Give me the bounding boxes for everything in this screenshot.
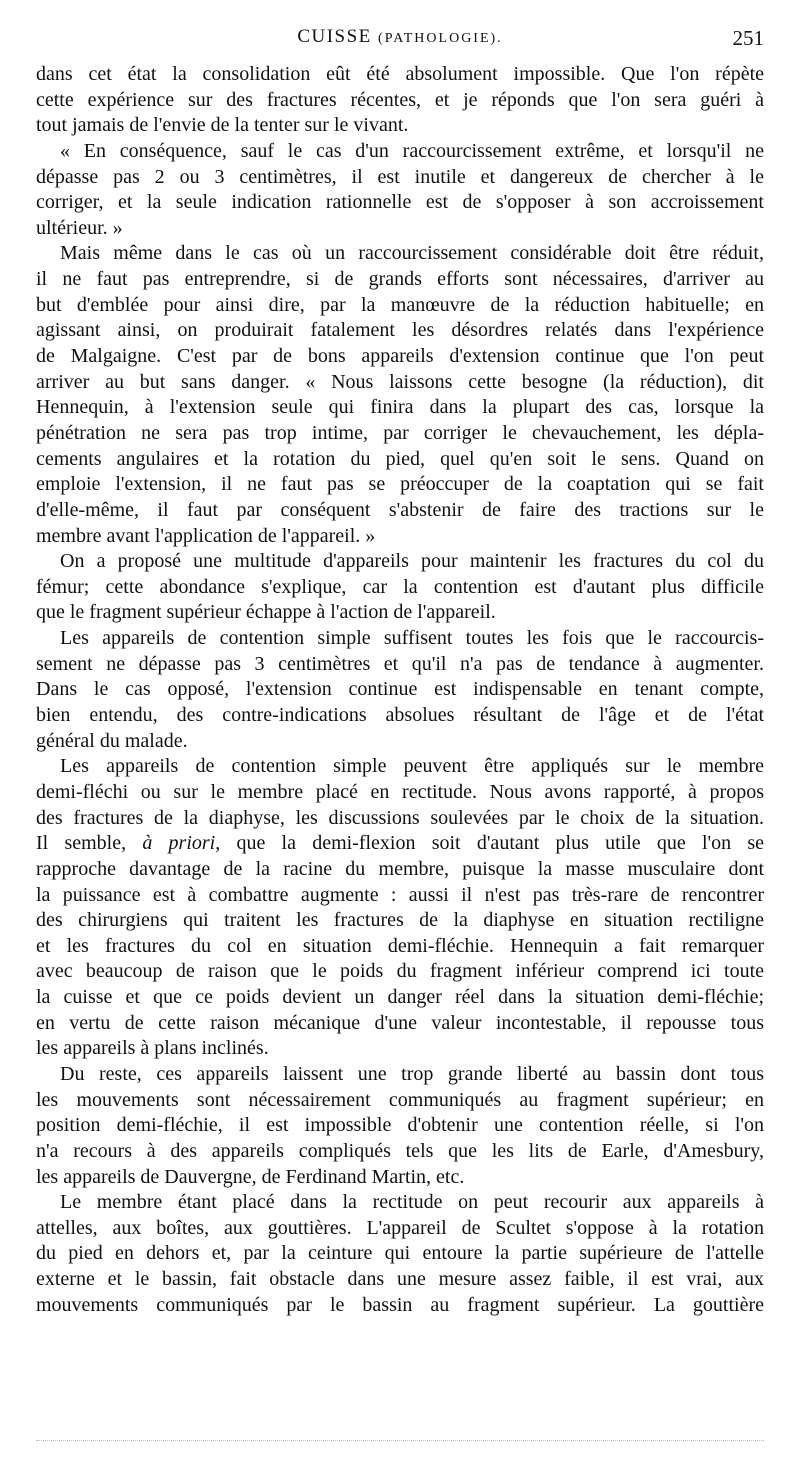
text-line: cements angulaires et la rotation du pied, quel qu'en soit le sens. Quand on bbox=[36, 447, 764, 470]
text-line: position demi-fléchie, il est impossible d'obtenir une contention réelle, si l'on bbox=[36, 1114, 764, 1137]
text-line: agissant ainsi, on produirait fatalement les désordres relatés dans l'expérience bbox=[36, 319, 764, 342]
text-line: que le fragment supérieur échappe à l'action de l'appareil. bbox=[36, 601, 496, 624]
text-line: emploie l'extension, il ne faut pas se préoccuper de la coaptation qui se fait bbox=[36, 473, 764, 496]
text-line: d'elle-même, il faut par conséquent s'abstenir de faire des tractions sur le bbox=[36, 498, 764, 521]
text-line: arriver au but sans danger. « Nous laissons cette besogne (la réduction), dit bbox=[36, 370, 764, 393]
text-line: avec beaucoup de raison que le poids du fragment inférieur comprend ici toute bbox=[36, 960, 764, 983]
text-line: du pied en dehors et, par la ceinture qui entoure la partie supérieure de l'attelle bbox=[36, 1242, 764, 1265]
text-line: mouvements communiqués par le bassin au fragment supérieur. La gouttière bbox=[36, 1293, 764, 1316]
page-number: 251 bbox=[732, 26, 764, 50]
text-line: Mais même dans le cas où un raccourcissement considérable doit être réduit, bbox=[60, 242, 764, 265]
text-line: attelles, aux boîtes, aux gouttières. L'appareil de Scultet s'oppose à la rotation bbox=[36, 1216, 764, 1239]
text-line: ultérieur. » bbox=[36, 216, 123, 239]
text-line: Le membre étant placé dans la rectitude on peut recourir aux appareils à bbox=[60, 1191, 764, 1214]
text-line: les appareils de Dauvergne, de Ferdinand Martin, etc. bbox=[36, 1165, 465, 1188]
text-line: des chirurgiens qui traitent les fractures de la diaphyse en situation rectiligne bbox=[36, 909, 764, 932]
text-line: Dans le cas opposé, l'extension continue est indispensable en tenant compte, bbox=[36, 678, 764, 701]
text-line: dans cet état la consolidation eût été absolument impossible. Que l'on répète bbox=[36, 63, 764, 85]
text-line: Hennequin, à l'extension seule qui finira dans la plupart des cas, lorsque la bbox=[36, 396, 764, 419]
text-line: corriger, et la seule indication rationnelle est de s'opposer à son accroissement bbox=[36, 191, 764, 214]
text-line: général du malade. bbox=[36, 729, 188, 752]
text-line: les appareils à plans inclinés. bbox=[36, 1037, 269, 1060]
text-line: sement ne dépasse pas 3 centimètres et qu'il n'a pas de tendance à augmenter. bbox=[36, 652, 764, 675]
text-line: tout jamais de l'envie de la tenter sur le vivant. bbox=[36, 114, 409, 137]
text-line: fémur; cette abondance s'explique, car la contention est d'autant plus difficile bbox=[36, 575, 764, 598]
text-line: dépasse pas 2 ou 3 centimètres, il est inutile et dangereux de chercher à le bbox=[36, 165, 764, 188]
text-line: en vertu de cette raison mécanique d'une valeur incontestable, il repousse tous bbox=[36, 1011, 764, 1034]
text-line: la cuisse et que ce poids devient un danger réel dans la situation demi-fléchie; bbox=[36, 986, 764, 1009]
text-line: les mouvements sont nécessairement communiqués au fragment supérieur; en bbox=[36, 1088, 764, 1111]
text-line: membre avant l'application de l'appareil. » bbox=[36, 524, 376, 547]
body-text bbox=[36, 62, 764, 1318]
text-line: Du reste, ces appareils laissent une trop grande liberté au bassin dont tous bbox=[60, 1062, 764, 1085]
text-line: demi-fléchi ou sur le membre placé en rectitude. Nous avons rapporté, à propos bbox=[36, 780, 764, 803]
text-line: n'a recours à des appareils compliqués tels que les lits de Earle, d'Amesbury, bbox=[36, 1139, 764, 1162]
text-line: pénétration ne sera pas trop intime, par corriger le chevauchement, les dépla- bbox=[36, 421, 764, 444]
text-line: externe et le bassin, fait obstacle dans une mesure assez faible, il est vrai, aux bbox=[36, 1268, 764, 1291]
text-line: On a proposé une multitude d'appareils pour maintenir les fractures du col du bbox=[60, 550, 764, 573]
text-line: des fractures de la diaphyse, les discussions soulevées par le choix de la situation. bbox=[36, 806, 764, 829]
text-line: Les appareils de contention simple suffisent toutes les fois que le raccourcis- bbox=[60, 627, 764, 650]
text-line: il ne faut pas entreprendre, si de grands efforts sont nécessaires, d'arriver au bbox=[36, 268, 764, 291]
text-line: la puissance est à combattre augmente : aussi il n'est pas très-rare de rencontrer bbox=[36, 883, 764, 906]
text-line: Il semble, à priori, que la demi-flexion soit d'autant plus utile que l'on se bbox=[36, 832, 764, 855]
text-line: rapproche davantage de la racine du membre, puisque la masse musculaire dont bbox=[36, 857, 764, 880]
running-header bbox=[36, 26, 764, 56]
bottom-margin-marks bbox=[36, 1430, 764, 1441]
italic-phrase: à priori bbox=[142, 832, 216, 855]
running-title-main: CUISSE bbox=[297, 26, 372, 47]
text-line: cette expérience sur des fractures récentes, et je réponds que l'on sera guéri à bbox=[36, 88, 764, 111]
running-title-subtitle: (PATHOLOGIE). bbox=[378, 31, 503, 46]
text-line: but d'emblée pour ainsi dire, par la manœuvre de la réduction habituelle; en bbox=[36, 293, 764, 316]
text-line: Les appareils de contention simple peuvent être appliqués sur le membre bbox=[60, 755, 764, 778]
text-line: bien entendu, des contre-indications absolues résultant de l'âge et de l'état bbox=[36, 704, 764, 727]
text-line: de Malgaigne. C'est par de bons appareils d'extension continue que l'on peut bbox=[36, 345, 764, 368]
running-title bbox=[36, 26, 764, 48]
text-line: et les fractures du col en situation demi-fléchie. Hennequin a fait remarquer bbox=[36, 934, 764, 957]
text-line: « En conséquence, sauf le cas d'un raccourcissement extrême, et lorsqu'il ne bbox=[60, 139, 764, 162]
